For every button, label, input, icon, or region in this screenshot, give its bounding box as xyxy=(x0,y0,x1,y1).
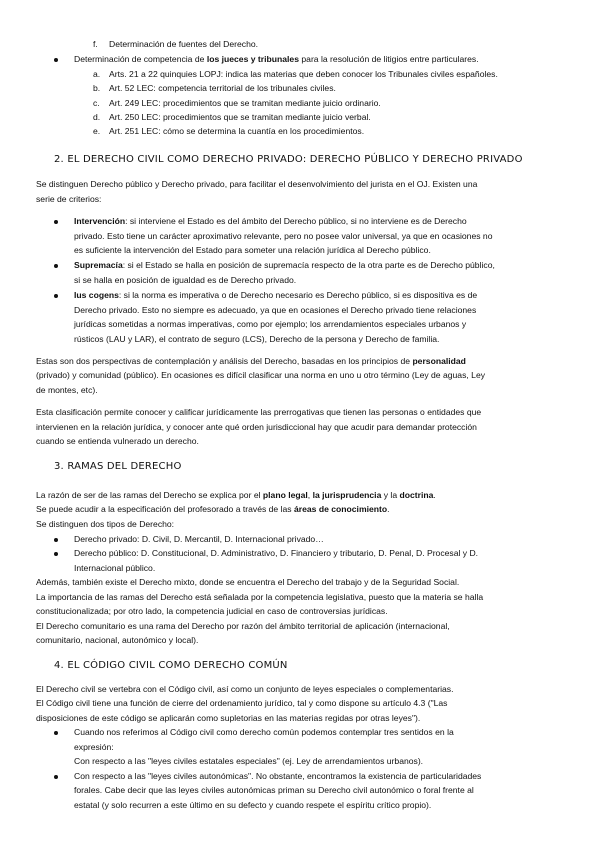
paragraph-line: El Derecho comunitario es una rama del Derecho por razón del ámbito territorial de aplicación (internacional, xyxy=(36,621,450,631)
paragraph-line: cuando se entienda vulnerado un derecho. xyxy=(36,436,199,446)
sub-list-marker: e. xyxy=(93,126,101,136)
text: y la xyxy=(381,490,400,500)
bold-text: doctrina xyxy=(399,490,434,500)
list-marker-f: f. xyxy=(93,39,98,49)
bold-text: Supremacía xyxy=(74,260,123,270)
bullet-icon xyxy=(54,294,58,298)
criterion-supremacia xyxy=(74,259,495,272)
sub-list-marker: a. xyxy=(93,69,101,79)
text: , xyxy=(307,490,313,500)
paragraph-perspectivas xyxy=(36,355,466,368)
bullet-icon xyxy=(54,220,58,224)
paragraph-line: El Derecho civil se vertebra con el Código civil, así como un conjunto de leyes especiales o complementarias. xyxy=(36,684,454,694)
list-item-line: Cuando nos referimos al Código civil como derecho común podemos contemplar tres sentidos en la xyxy=(74,727,454,737)
section-heading-3: 3. RAMAS DEL DERECHO xyxy=(54,461,182,472)
criterion-intervencion xyxy=(74,215,467,228)
sub-list-marker: b. xyxy=(93,83,101,93)
text: para la resolución de litigios entre particulares. xyxy=(299,54,479,64)
bold-text: los jueces y tribunales xyxy=(206,54,299,64)
list-item-line: Con respecto a las "leyes civiles estatales especiales" (ej. Ley de arrendamientos urbanos). xyxy=(74,756,424,766)
list-item-publico: Derecho público: D. Constitucional, D. Administrativo, D. Financiero y tributario, D. Penal, D. Procesal y D. xyxy=(74,548,479,558)
sub-list-item: Arts. 21 a 22 quinquies LOPJ: indica las materias que deben conocer los Tribunales civiles españoles. xyxy=(109,69,498,79)
paragraph-line: comunitario, nacional, autonómico y local). xyxy=(36,635,199,645)
bullet-icon xyxy=(54,538,58,542)
bullet-icon xyxy=(54,552,58,556)
paragraph-line: constitucionalizada; por otro lado, la competencia judicial en caso de controversias jurídicas. xyxy=(36,606,388,616)
paragraph-clasificacion: Esta clasificación permite conocer y calificar jurídicamente las prerrogativas que tienen las personas o entidades que xyxy=(36,407,482,417)
criterion-line: rústicos (LAU y LAR), el contrato de seguro (LCS), Derecho de la persona y Derecho de familia. xyxy=(74,334,440,344)
paragraph-tipos: Se distinguen dos tipos de Derecho: xyxy=(36,519,175,529)
sub-list-item: Art. 249 LEC: procedimientos que se tramitan mediante juicio ordinario. xyxy=(109,98,381,108)
sub-list-marker: d. xyxy=(93,112,101,122)
criterion-ius-cogens xyxy=(74,289,477,302)
sub-list-item: Art. 250 LEC: procedimientos que se tramitan mediante juicio verbal. xyxy=(109,112,371,122)
bold-text: áreas de conocimiento xyxy=(293,504,388,514)
paragraph-line: Además, también existe el Derecho mixto, donde se encuentra el Derecho del trabajo y de la Seguridad Social. xyxy=(36,577,460,587)
sub-list-item: Art. 251 LEC: cómo se determina la cuantía en los procedimientos. xyxy=(109,126,365,136)
sub-list-marker: c. xyxy=(93,98,100,108)
text: Se puede acudir a la especificación del profesorado a través de las xyxy=(36,504,294,514)
bullet-icon xyxy=(54,264,58,268)
section-heading-2: 2. EL DERECHO CIVIL COMO DERECHO PRIVADO: DERECHO PÚBLICO Y DERECHO PRIVADO xyxy=(54,154,523,165)
paragraph-ramas xyxy=(36,489,436,502)
paragraph-line: de montes, etc). xyxy=(36,385,98,395)
paragraph-line: (privado) y comunidad (público). En ocasiones es difícil clasificar una norma en uno u otro término (Ley de aguas, Ley xyxy=(36,370,486,380)
paragraph-line: La importancia de las ramas del Derecho está señalada por la competencia legislativa, puesto que la materia se halla xyxy=(36,592,484,602)
text: : si la norma es imperativa o de Derecho necesario es Derecho público, si es dispositiva es de xyxy=(118,290,478,300)
list-item-line: Con respecto a las "leyes civiles autonómicas". No obstante, encontramos la existencia de particularidades xyxy=(74,771,482,781)
list-item-line: estatal (y solo recurren a este último en su defecto y cuando respete el espíritu crítico propio). xyxy=(74,800,432,810)
list-item-line: forales. Cabe decir que las leyes civiles autonómicas priman su Derecho civil autonómico o foral frente al xyxy=(74,785,474,795)
bold-text: personalidad xyxy=(412,356,466,366)
paragraph-line: intervienen en la relación jurídica, y conocer ante qué orden jurisdiccional hay que acudir para demandar protección xyxy=(36,422,477,432)
section-heading-4: 4. EL CÓDIGO CIVIL COMO DERECHO COMÚN xyxy=(54,660,288,671)
text: . xyxy=(387,504,390,514)
text: . xyxy=(433,490,436,500)
bold-text: Ius cogens xyxy=(74,290,119,300)
bold-text: la jurisprudencia xyxy=(312,490,382,500)
list-item-line: expresión: xyxy=(74,742,114,752)
bold-text: Intervención xyxy=(74,216,126,226)
text: La razón de ser de las ramas del Derecho se explica por el xyxy=(36,490,263,500)
paragraph-intro-2: serie de criterios: xyxy=(36,194,102,204)
paragraph-areas xyxy=(36,503,390,516)
bold-text: plano legal xyxy=(262,490,308,500)
criterion-line: jurídicas sometidas a normas imperativas, como por ejemplo; los arrendamientos especiales urbanos y xyxy=(74,319,467,329)
criterion-line: si se halla en posición de igualdad es de Derecho privado. xyxy=(74,275,297,285)
paragraph-competencia xyxy=(74,53,479,66)
bullet-icon xyxy=(54,731,58,735)
criterion-line: es suficiente la intervención del Estado para someter una relación jurídica al Derecho público. xyxy=(74,245,431,255)
criterion-line: Derecho privado. Esto no siempre es adecuado, ya que en ocasiones el Derecho privado tiene relaciones xyxy=(74,305,477,315)
list-item-f: Determinación de fuentes del Derecho. xyxy=(109,39,259,49)
text: : si el Estado se halla en posición de supremacía respecto de la otra parte es de Derecho público, xyxy=(122,260,495,270)
sub-list-item: Art. 52 LEC: competencia territorial de los tribunales civiles. xyxy=(109,83,336,93)
list-item-line: Internacional público. xyxy=(74,563,156,573)
bullet-icon xyxy=(54,775,58,779)
text: Determinación de competencia de xyxy=(74,54,207,64)
paragraph-line: disposiciones de este código se aplicarán como supletorias en las materias regidas por otras leyes"). xyxy=(36,713,421,723)
bullet-icon xyxy=(54,58,58,62)
criterion-line: privado. Esto tiene un carácter aproximativo relevante, pero no posee valor universal, ya que en ocasiones no xyxy=(74,231,493,241)
text: Estas son dos perspectivas de contemplación y análisis del Derecho, basadas en los principios de xyxy=(36,356,413,366)
list-item-privado: Derecho privado: D. Civil, D. Mercantil, D. Internacional privado… xyxy=(74,534,324,544)
text: : si interviene el Estado es del ámbito del Derecho público, si no interviene es de Derecho xyxy=(125,216,467,226)
paragraph-intro-1: Se distinguen Derecho público y Derecho privado, para facilitar el desenvolvimiento del jurista en el OJ. Existen una xyxy=(36,179,478,189)
paragraph-line: El Código civil tiene una función de cierre del ordenamiento jurídico, tal y como dispone su artículo 4.3 ("Las xyxy=(36,698,448,708)
